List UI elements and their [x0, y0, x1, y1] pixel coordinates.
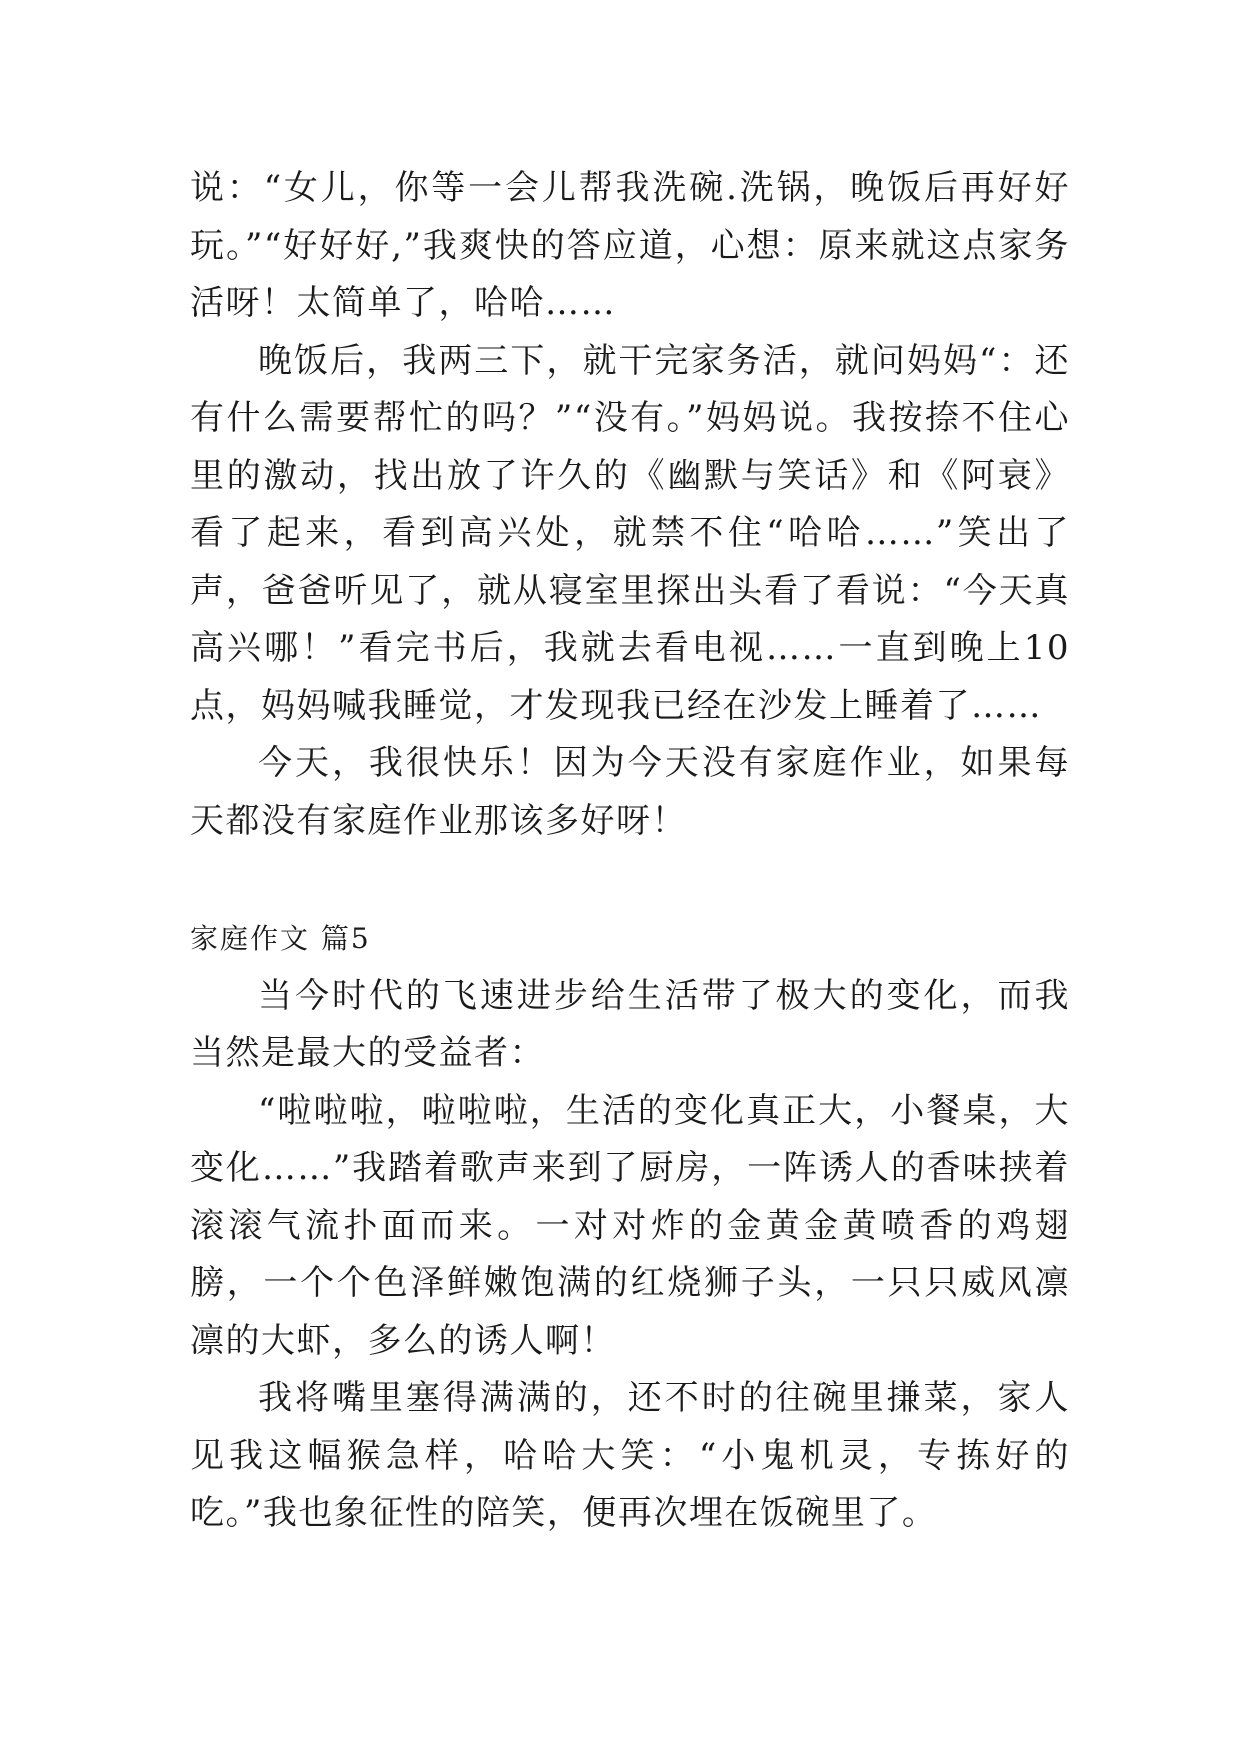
paragraph: 今天，我很快乐！因为今天没有家庭作业，如果每天都没有家庭作业那该多好呀！	[190, 743, 1070, 841]
document-body	[190, 160, 1070, 1543]
paragraph-continued: 说：“女儿，你等一会儿帮我洗碗.洗锅，晚饭后再好好玩。”“好好好,”我爽快的答应道，心想：原来就这点家务活呀！太简单了，哈哈……	[190, 168, 1070, 323]
paragraph: 我将嘴里塞得满满的，还不时的往碗里搛菜，家人见我这幅猴急样，哈哈大笑：“小鬼机灵，专拣好的吃。”我也象征性的陪笑，便再次埋在饭碗里了。	[190, 1378, 1070, 1533]
section-heading: 家庭作文 篇5	[190, 922, 371, 955]
paragraph: “啦啦啦，啦啦啦，生活的变化真正大，小餐桌，大变化……”我踏着歌声来到了厨房，一阵诱人的香味挟着滚滚气流扑面而来。一对对炸的金黄金黄喷香的鸡翅膀，一个个色泽鲜嫩饱满的红烧狮子头，一只只威风凛凛的大虾，多么的诱人啊！	[190, 1090, 1070, 1361]
paragraph: 晚饭后，我两三下，就干完家务活，就问妈妈“：还有什么需要帮忙的吗？”“没有。”妈妈说。我按捺不住心里的激动，找出放了许久的《幽默与笑话》和《阿衰》看了起来，看到高兴处，就禁不住“哈哈……”笑出了声，爸爸听见了，就从寝室里探出头看了看说：“今天真高兴哪！”看完书后，我就去看电视……一直到晚上10点，妈妈喊我睡觉，才发现我已经在沙发上睡着了……	[190, 340, 1070, 726]
paragraph: 当今时代的飞速进步给生活带了极大的变化，而我当然是最大的受益者：	[190, 975, 1070, 1073]
